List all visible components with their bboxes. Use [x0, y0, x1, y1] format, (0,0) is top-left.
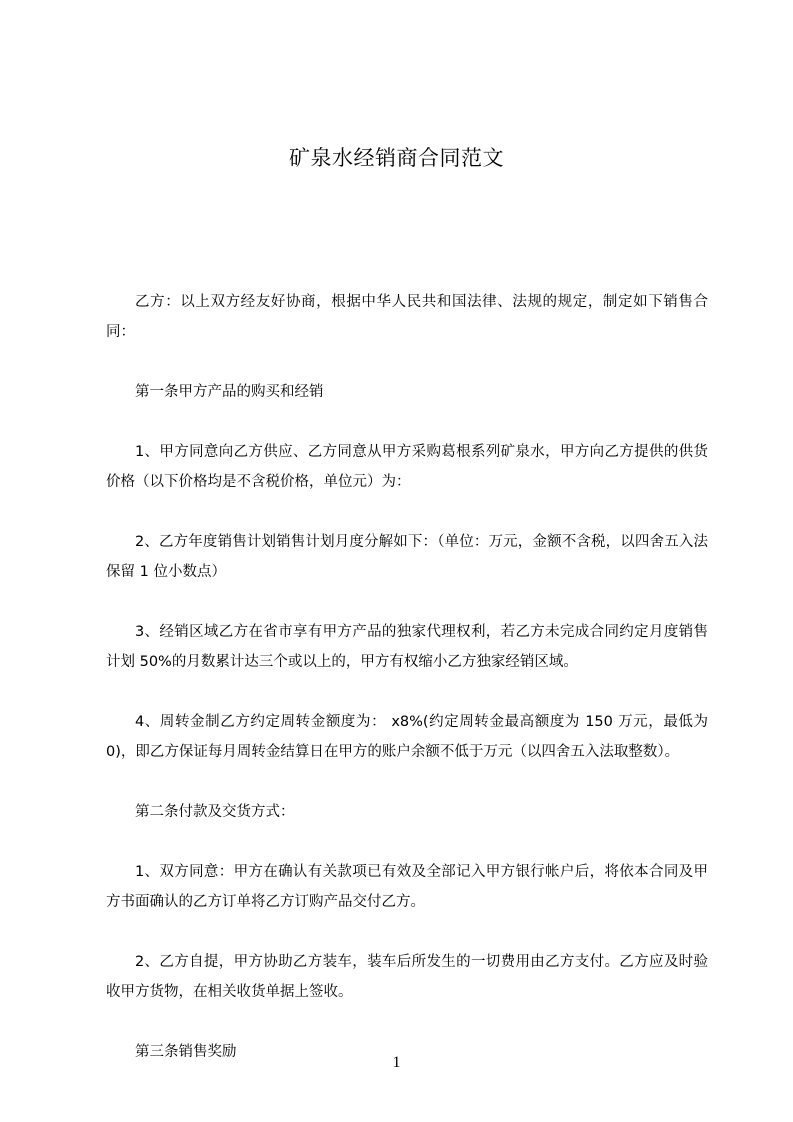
document-title: 矿泉水经销商合同范文 — [289, 146, 504, 170]
paragraph-preamble: 乙方：以上双方经友好协商，根据中华人民共和国法律、法规的规定，制定如下销售合同： — [106, 294, 708, 340]
page-number: 1 — [392, 1054, 401, 1071]
paragraph-clause-2-1: 1、双方同意：甲方在确认有关款项已有效及全部记入甲方银行帐户后，将依本合同及甲方书面确认的乙方订单将乙方订购产品交付乙方。 — [106, 864, 708, 910]
section-heading-article-2: 第二条付款及交货方式： — [135, 804, 295, 820]
paragraph-clause-1-4: 4、周转金制乙方约定周转金额度为： x8%(约定周转金最高额度为 150 万元，最低为 0)，即乙方保证每月周转金结算日在甲方的账户余额不低于万元（以四舍五入法取整数）。 — [106, 714, 708, 760]
paragraph-clause-1-2: 2、乙方年度销售计划销售计划月度分解如下：（单位：万元，金额不含税，以四舍五入法保留 1 位小数点） — [106, 534, 708, 580]
document-body — [106, 287, 708, 1097]
paragraph-clause-1-3: 3、经销区域乙方在省市享有甲方产品的独家代理权利，若乙方未完成合同约定月度销售计划 50%的月数累计达三个或以上的，甲方有权缩小乙方独家经销区域。 — [106, 624, 708, 670]
section-heading-article-3: 第三条销售奖励 — [135, 1044, 237, 1060]
section-heading-article-1: 第一条甲方产品的购买和经销 — [135, 384, 324, 400]
paragraph-clause-1-1: 1、甲方同意向乙方供应、乙方同意从甲方采购葛根系列矿泉水，甲方向乙方提供的供货价格（以下价格均是不含税价格，单位元）为： — [106, 444, 708, 490]
paragraph-clause-2-2: 2、乙方自提，甲方协助乙方装车，装车后所发生的一切费用由乙方支付。乙方应及时验收甲方货物，在相关收货单据上签收。 — [106, 954, 708, 1000]
